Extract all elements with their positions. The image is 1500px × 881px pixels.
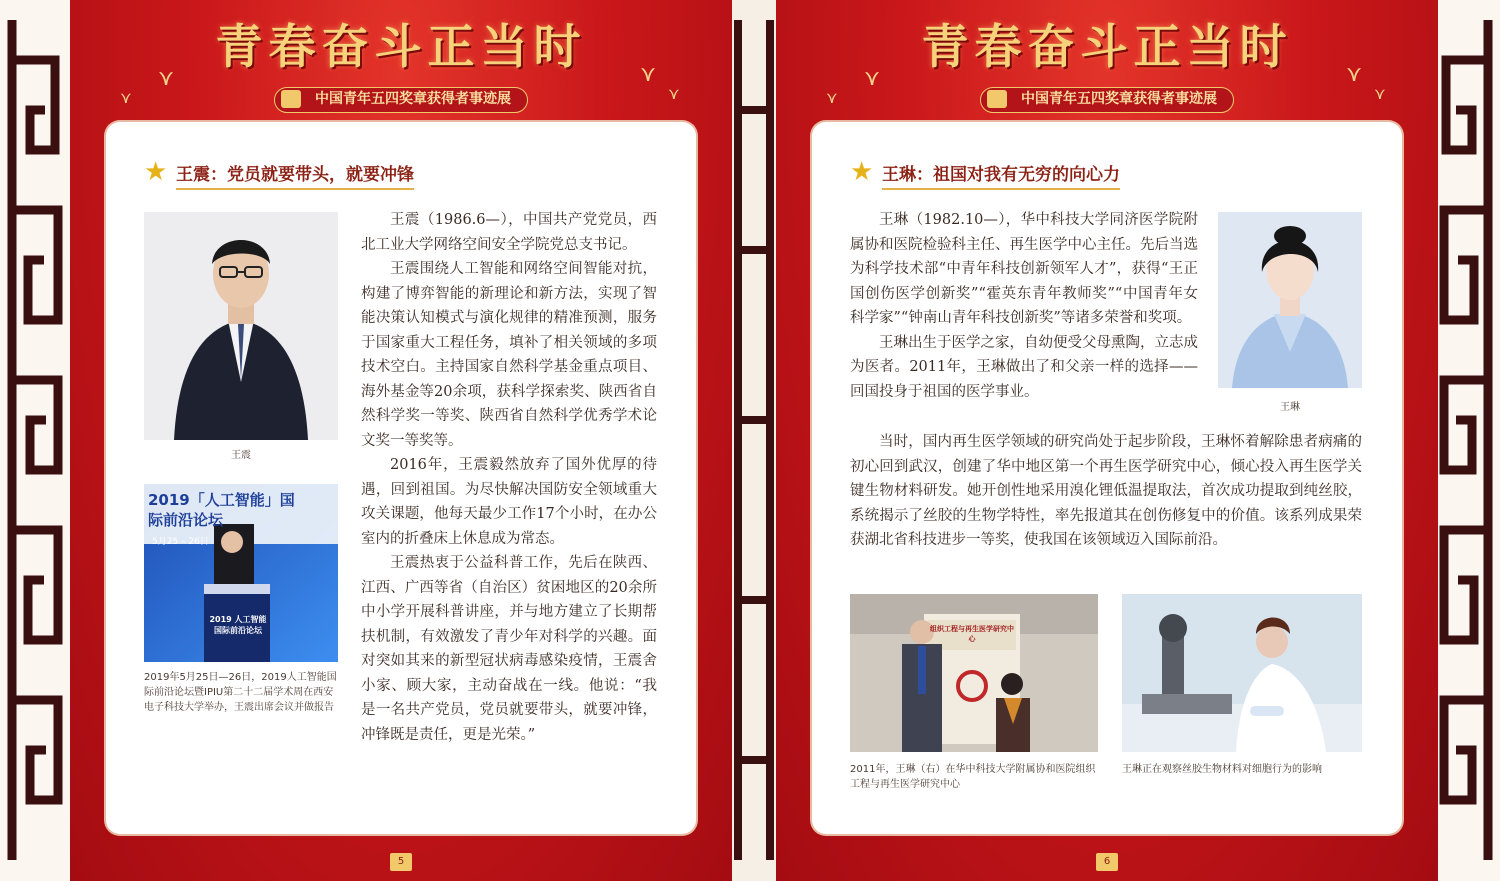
paragraph: 王震围绕人工智能和网络空间智能对抗，构建了博弈智能的新理论和新方法，实现了智能决策认知模式与演化规律的精准预测，服务于国家重大工程任务，填补了相关领域的多项技术空白。主持国家自然科学基金重点项目、海外基金等20余项，获科学探索奖、陕西省自然科学奖一等奖、陕西省自然科学优秀学术论文奖一等奖等。: [361, 261, 657, 449]
dove-icon: ⋎: [1346, 62, 1363, 87]
page-right: [776, 0, 1438, 881]
youth-league-emblem-icon: [987, 90, 1007, 108]
paragraph: 王震热衷于公益科普工作，先后在陕西、江西、广西等省（自治区）贫困地区的20余所中小学开展科普讲座，并与地方建立了长期帮扶机制，有效激发了青少年对科学的兴趣。面对突如其来的新型冠状病毒感染疫情，王震舍小家、顾大家，主动奋战在一线。他说：“我是一名共产党员，党员就要带头，就要冲锋，冲锋既是责任，更是光荣。”: [361, 555, 657, 743]
paragraph: 当时，国内再生医学领域的研究尚处于起步阶段，王琳怀着解除患者病痛的初心回到武汉，创建了华中地区第一个再生医学研究中心，倾心投入再生医学关键生物材料研发。她开创性地采用溴化锂低温提取法，首次成功提取到纯丝胶，系统揭示了丝胶的生物学特性，率先报道其在创伤修复中的价值。该系列成果荣获湖北省科技进步一等奖，使我国在该领域迈入国际前沿。: [850, 434, 1362, 548]
paragraph: 王琳（1982.10—），华中科技大学同济医学院附属协和医院检验科主任、再生医学中心主任。先后当选为科学技术部“中青年科技创新领军人才”，获得“王正国创伤医学创新奖”“霍英东青年教师奖”“中国青年女科学家”“钟南山青年科技创新奖”等诸多荣誉和奖项。: [850, 212, 1198, 326]
page-left: [70, 0, 732, 881]
dove-icon: ⋎: [864, 66, 881, 91]
portrait-photo: [144, 212, 338, 440]
event-photo: [144, 484, 338, 662]
dove-icon: ⋎: [158, 66, 175, 91]
event-date-text: 5月25 – 26日: [152, 537, 209, 547]
portrait-photo: [1218, 212, 1362, 388]
banner-subtitle: [980, 87, 1234, 113]
page-number: 5: [390, 853, 412, 871]
dove-icon: ⋎: [120, 88, 132, 107]
page-number: 6: [1096, 853, 1118, 871]
banner-subtitle-text: 中国青年五四奖章获得者事迹展: [1021, 91, 1217, 107]
banner-subtitle: [274, 87, 528, 113]
article-body-top: [850, 208, 1198, 404]
paragraph: 王琳出生于医学之家，自幼便受父母熏陶，立志成为医者。2011年，王琳做出了和父亲一样的选择——回国投身于祖国的医学事业。: [850, 334, 1198, 400]
dove-icon: ⋎: [826, 88, 838, 107]
heading-text: 王震：党员就要带头，就要冲锋: [176, 160, 414, 190]
podium-text: 2019 人工智能 国际前沿论坛: [209, 615, 267, 635]
spine-border-pattern: [732, 0, 776, 881]
paragraph: 2016年，王震毅然放弃了国外优厚的待遇，回到祖国。为尽快解决国防安全领域重大攻关课题，他每天最少工作17个小时，在办公室内的折叠床上休息成为常态。: [361, 457, 657, 547]
portrait-caption: 王震: [231, 450, 251, 461]
heading-text: 王琳：祖国对我有无穷的向心力: [882, 160, 1120, 190]
research-center-sign: 组织工程与再生医学研究中心: [930, 625, 1014, 643]
banner-title: 青春奋斗正当时: [921, 20, 1293, 75]
research-center-photo: [850, 594, 1098, 752]
research-center-caption: 2011年，王琳（右）在华中科技大学附属协和医院组织工程与再生医学研究中心: [850, 764, 1096, 790]
portrait-caption: 王琳: [1280, 402, 1300, 413]
microscope-photo: [1122, 594, 1362, 752]
article-body-main: [850, 430, 1362, 553]
star-icon: ★: [850, 157, 874, 187]
youth-league-emblem-icon: [281, 90, 301, 108]
microscope-caption: 王琳正在观察丝胶生物材料对细胞行为的影响: [1122, 764, 1322, 775]
dove-icon: ⋎: [1374, 84, 1386, 103]
dove-icon: ⋎: [668, 84, 680, 103]
article-body: [361, 208, 657, 747]
banner-title: 青春奋斗正当时: [215, 20, 587, 75]
paragraph: 王震（1986.6—），中国共产党党员，西北工业大学网络空间安全学院党总支书记。: [361, 212, 657, 253]
banner-subtitle-text: 中国青年五四奖章获得者事迹展: [315, 91, 511, 107]
article-card: [106, 122, 696, 834]
article-card: [812, 122, 1402, 834]
right-border-pattern: [1438, 0, 1500, 881]
left-border-pattern: [0, 0, 70, 881]
event-caption: 2019年5月25日—26日，2019人工智能国际前沿论坛暨IPIU第二十二届学术周在西安电子科技大学举办，王震出席会议并做报告: [144, 672, 337, 713]
dove-icon: ⋎: [640, 62, 657, 87]
event-banner-text: 2019「人工智能」国际前沿论坛: [148, 491, 295, 529]
star-icon: ★: [144, 157, 168, 187]
